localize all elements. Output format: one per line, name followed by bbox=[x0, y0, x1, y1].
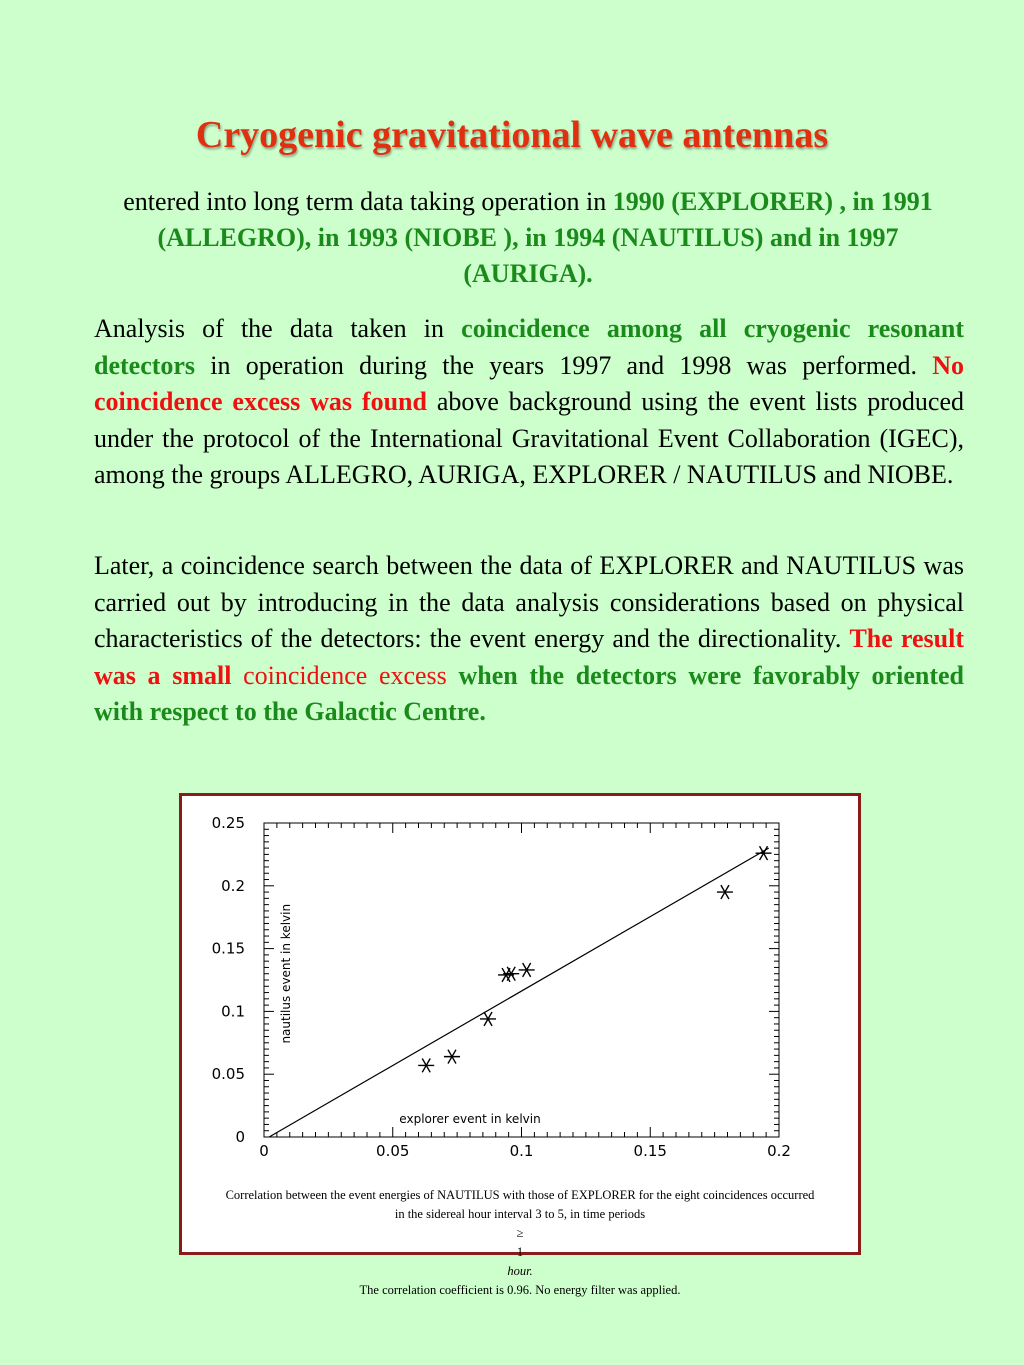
analysis-paragraph bbox=[94, 311, 964, 494]
p1-text-2: in operation during the years 1997 and 1998 was performed. bbox=[195, 350, 933, 380]
scatter-chart bbox=[182, 796, 858, 1181]
x-tick-label: 0.2 bbox=[767, 1142, 791, 1160]
data-point bbox=[717, 885, 733, 899]
x-tick-label: 0.15 bbox=[633, 1142, 667, 1160]
y-tick-label: 0.15 bbox=[211, 939, 245, 958]
caption-line-1: Correlation between the event energies of NAUTILUS with those of EXPLORER for the eight coincidences occurred bbox=[225, 1188, 815, 1202]
data-point bbox=[418, 1058, 434, 1072]
x-axis-label: explorer event in kelvin bbox=[399, 1112, 541, 1126]
caption-geq-symbol: ≥ bbox=[516, 1226, 524, 1240]
fit-line bbox=[269, 848, 769, 1137]
data-point bbox=[503, 967, 519, 981]
caption-line-2-a: in the sidereal hour interval 3 to 5, in time periods bbox=[394, 1207, 646, 1221]
y-tick-label: 0.2 bbox=[221, 876, 245, 895]
x-tick-label: 0.1 bbox=[509, 1142, 534, 1160]
search-paragraph bbox=[94, 548, 964, 731]
y-tick-label: 0.25 bbox=[211, 814, 245, 832]
x-tick-label: 0 bbox=[259, 1142, 269, 1160]
caption-line-2-c: The correlation coefficient is 0.96. No energy filter was applied. bbox=[359, 1283, 681, 1297]
p2-highlight-galactic: when the detectors were favorably oriented with respect to the Galactic Centre. bbox=[94, 660, 964, 726]
plot-frame bbox=[264, 823, 779, 1137]
caption-line-2 bbox=[182, 1205, 858, 1300]
p1-text-1: Analysis of the data taken in bbox=[94, 314, 462, 343]
data-point bbox=[756, 846, 772, 860]
caption-hour: hour. bbox=[507, 1264, 533, 1278]
x-tick-label: 0.05 bbox=[376, 1142, 410, 1160]
y-tick-label: 0.1 bbox=[221, 1002, 245, 1021]
intro-paragraph bbox=[90, 184, 966, 292]
p2-text-1: Later, a coincidence search between the data of EXPLORER and NAUTILUS was carried out by introducing in the data analysis considerations based on physical characteristics of the detectors: the event energy and the directionality. bbox=[94, 551, 964, 653]
p1-highlight-no-excess: No coincidence excess was found bbox=[94, 350, 964, 416]
correlation-figure bbox=[179, 793, 861, 1297]
y-axis-label: nautilus event in kelvin bbox=[279, 903, 293, 1044]
intro-highlight: 1990 (EXPLORER) , in 1991 (ALLEGRO), in 1993 (NIOBE ), in 1994 (NAUTILUS) and in 1997 (AURIGA). bbox=[157, 187, 933, 288]
caption-line-2-b: 1 bbox=[516, 1245, 524, 1259]
p1-highlight-coincidence: coincidence among all cryogenic resonant detectors bbox=[94, 314, 964, 380]
data-point bbox=[519, 963, 535, 977]
figure-caption bbox=[182, 1186, 858, 1300]
p1-text-3: above background using the event lists produced under the protocol of the International Gravitational Event Collaboration (IGEC), among the groups ALLEGRO, AURIGA, EXPLORER / NAUTILUS and NIOBE. bbox=[94, 387, 964, 489]
data-point bbox=[444, 1050, 460, 1064]
y-tick-label: 0.05 bbox=[211, 1065, 245, 1084]
p2-highlight-excess: coincidence excess bbox=[243, 660, 447, 690]
intro-text: entered into long term data taking operation in bbox=[123, 187, 613, 216]
p2-highlight-result: The result was a small bbox=[94, 624, 965, 690]
y-tick-label: 0 bbox=[235, 1128, 245, 1146]
page-title: Cryogenic gravitational wave antennas bbox=[195, 114, 829, 156]
